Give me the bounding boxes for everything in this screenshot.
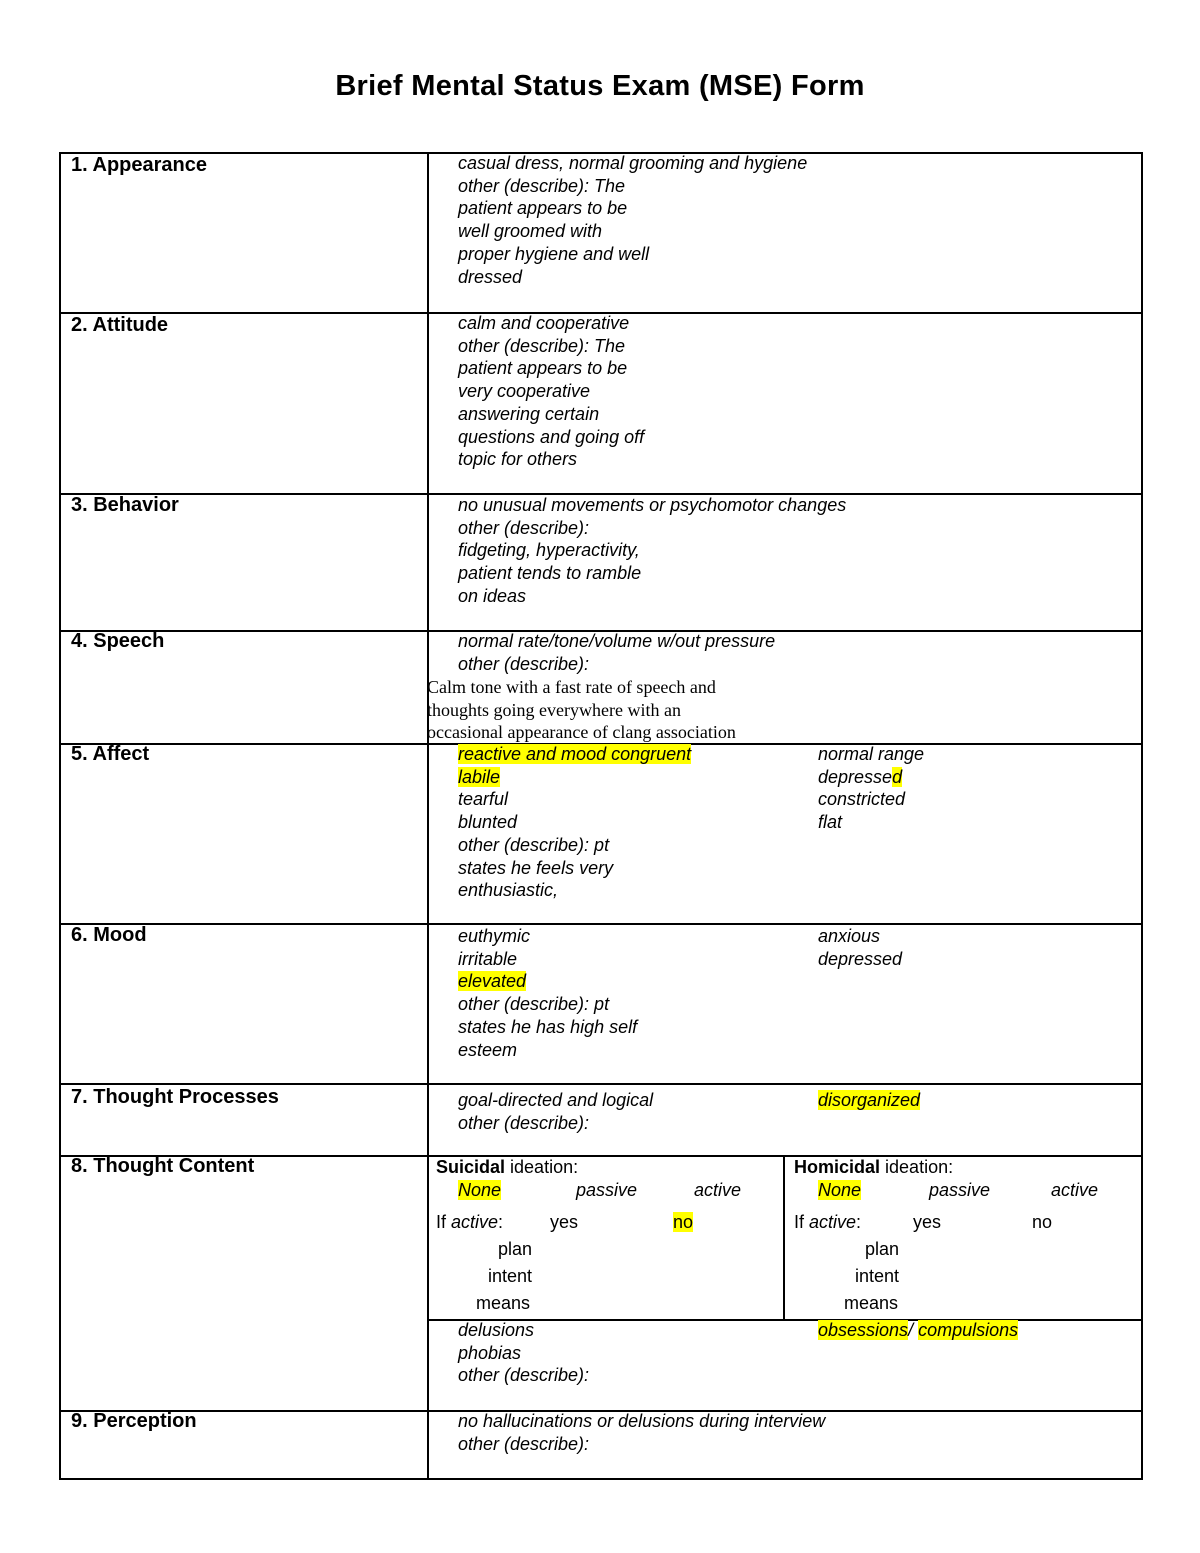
- homicidal-if-active: [794, 1212, 861, 1233]
- suicidal-if-active: [436, 1212, 503, 1233]
- obsessions-option: obsessions: [818, 1320, 909, 1340]
- speech-note-line: Calm tone with a fast rate of speech and: [427, 677, 716, 697]
- speech-options: [458, 630, 775, 675]
- affect-other-line: other (describe): pt: [458, 834, 610, 855]
- affect-option: flat: [818, 812, 843, 833]
- attitude-other-line: topic for others: [458, 449, 578, 470]
- if-word: active: [809, 1212, 857, 1232]
- suicidal-option-active: active: [694, 1180, 742, 1200]
- mood-right-options: [818, 925, 902, 970]
- attitude-label: 2. Attitude: [71, 314, 169, 336]
- thought-processes-option-highlighted: disorganized: [818, 1090, 921, 1110]
- thought-processes-label: 7. Thought Processes: [71, 1086, 279, 1108]
- perception-other: other (describe):: [458, 1433, 590, 1454]
- thought-processes-other: other (describe):: [458, 1112, 590, 1133]
- homicidal-none-value: None: [818, 1180, 862, 1200]
- homicidal-option-passive: passive: [929, 1180, 991, 1200]
- homicidal-means: means: [844, 1293, 899, 1313]
- behavior-other-line: other (describe):: [458, 517, 590, 538]
- if-prefix: If: [794, 1212, 810, 1232]
- mood-label: 6. Mood: [71, 924, 147, 946]
- affect-right-options: [818, 743, 924, 834]
- mse-form-table: [59, 152, 1143, 1480]
- page-title: Brief Mental Status Exam (MSE) Form: [335, 70, 865, 102]
- thought-content-lower-options: [458, 1319, 589, 1387]
- suicidal-option-passive: passive: [576, 1180, 638, 1200]
- appearance-other-line: proper hygiene and well: [458, 243, 650, 264]
- appearance-other-line: other (describe): The: [458, 175, 626, 196]
- mood-option: depressed: [818, 948, 903, 969]
- speech-note-line: thoughts going everywhere with an: [427, 699, 681, 720]
- affect-option: depresse: [818, 766, 893, 787]
- attitude-other-line: questions and going off: [458, 426, 645, 447]
- thought-content-option: delusions: [458, 1320, 535, 1340]
- behavior-options: [458, 494, 846, 608]
- homicidal-option-none: [818, 1179, 861, 1202]
- column-divider: [427, 154, 429, 1478]
- speech-other: other (describe):: [458, 653, 590, 674]
- suicidal-ideation-heading: [436, 1157, 578, 1178]
- suicidal-heading-bold: Suicidal: [436, 1157, 506, 1177]
- homicidal-ideation-heading: [794, 1157, 953, 1178]
- suicidal-option-none: [458, 1179, 501, 1202]
- suicidal-heading-rest: ideation:: [505, 1157, 579, 1177]
- homicidal-intent: intent: [855, 1266, 900, 1286]
- homicidal-heading-bold: Homicidal: [794, 1157, 881, 1177]
- suicidal-plan: plan: [498, 1239, 533, 1259]
- behavior-other-line: on ideas: [458, 585, 527, 606]
- appearance-other-line: patient appears to be: [458, 198, 628, 219]
- thought-content-option: phobias: [458, 1342, 522, 1363]
- attitude-other-line: very cooperative: [458, 381, 591, 402]
- affect-other-line: enthusiastic,: [458, 880, 559, 901]
- perception-option: no hallucinations or delusions during interview: [458, 1411, 826, 1431]
- homicidal-option-active: active: [1051, 1180, 1099, 1200]
- homicidal-no: no: [1032, 1212, 1053, 1232]
- speech-note-line: occasional appearance of clang association: [427, 722, 736, 743]
- appearance-other-line: well groomed with: [458, 221, 603, 242]
- attitude-option: calm and cooperative: [458, 313, 630, 333]
- mood-option: anxious: [818, 926, 881, 946]
- homicidal-plan: plan: [865, 1239, 900, 1259]
- appearance-other-line: dressed: [458, 266, 523, 287]
- mood-other-line: other (describe): pt: [458, 994, 610, 1015]
- affect-left-options: [458, 743, 691, 902]
- affect-label: 5. Affect: [71, 743, 150, 765]
- attitude-options: [458, 312, 644, 471]
- ideation-divider: [783, 1155, 785, 1319]
- affect-option: blunted: [458, 812, 518, 833]
- thought-content-other: other (describe):: [458, 1365, 590, 1386]
- suicidal-no-wrap: [673, 1212, 693, 1233]
- homicidal-heading-rest: ideation:: [880, 1157, 954, 1177]
- affect-option: normal range: [818, 744, 925, 764]
- affect-option-highlighted: d: [892, 766, 903, 787]
- thought-processes-right: [818, 1089, 920, 1112]
- mood-option: irritable: [458, 948, 518, 969]
- suicidal-yes: yes: [550, 1212, 579, 1232]
- affect-other-line: states he feels very: [458, 857, 614, 878]
- thought-content-label: 8. Thought Content: [71, 1155, 255, 1177]
- attitude-other-line: patient appears to be: [458, 358, 628, 379]
- affect-option-highlighted: labile: [458, 766, 501, 787]
- mood-other-line: esteem: [458, 1039, 518, 1060]
- affect-option: tearful: [458, 789, 509, 810]
- thought-processes-left-options: [458, 1089, 653, 1134]
- if-suffix: :: [856, 1212, 862, 1232]
- suicidal-means: means: [476, 1293, 531, 1313]
- attitude-other-line: answering certain: [458, 403, 600, 424]
- speech-option: normal rate/tone/volume w/out pressure: [458, 631, 776, 651]
- suicidal-intent: intent: [488, 1266, 533, 1286]
- affect-option-highlighted: reactive and mood congruent: [458, 744, 692, 764]
- mood-option-highlighted: elevated: [458, 971, 527, 992]
- appearance-option: casual dress, normal grooming and hygiene: [458, 153, 808, 173]
- speech-label: 4. Speech: [71, 630, 165, 652]
- thought-processes-option: goal-directed and logical: [458, 1090, 654, 1110]
- perception-label: 9. Perception: [71, 1410, 197, 1432]
- mood-other-line: states he has high self: [458, 1016, 638, 1037]
- mood-option: euthymic: [458, 926, 531, 946]
- behavior-label: 3. Behavior: [71, 494, 179, 516]
- behavior-other-line: fidgeting, hyperactivity,: [458, 540, 640, 561]
- row-divider: [61, 1083, 1141, 1085]
- affect-option: constricted: [818, 789, 906, 810]
- suicidal-no: no: [673, 1212, 694, 1232]
- suicidal-none-value: None: [458, 1180, 502, 1200]
- mood-left-options: [458, 925, 637, 1061]
- if-word: active: [451, 1212, 499, 1232]
- appearance-label: 1. Appearance: [71, 154, 207, 176]
- speech-notes: [427, 676, 736, 744]
- attitude-other-line: other (describe): The: [458, 335, 626, 356]
- behavior-other-line: patient tends to ramble: [458, 563, 642, 584]
- compulsions-option: compulsions: [918, 1320, 1019, 1340]
- slash-separator: /: [908, 1320, 919, 1340]
- obsessions-compulsions: [818, 1319, 1018, 1342]
- behavior-option: no unusual movements or psychomotor changes: [458, 495, 847, 515]
- appearance-options: [458, 152, 807, 288]
- perception-options: [458, 1410, 825, 1455]
- homicidal-yes: yes: [913, 1212, 942, 1232]
- if-prefix: If: [436, 1212, 452, 1232]
- if-suffix: :: [498, 1212, 504, 1232]
